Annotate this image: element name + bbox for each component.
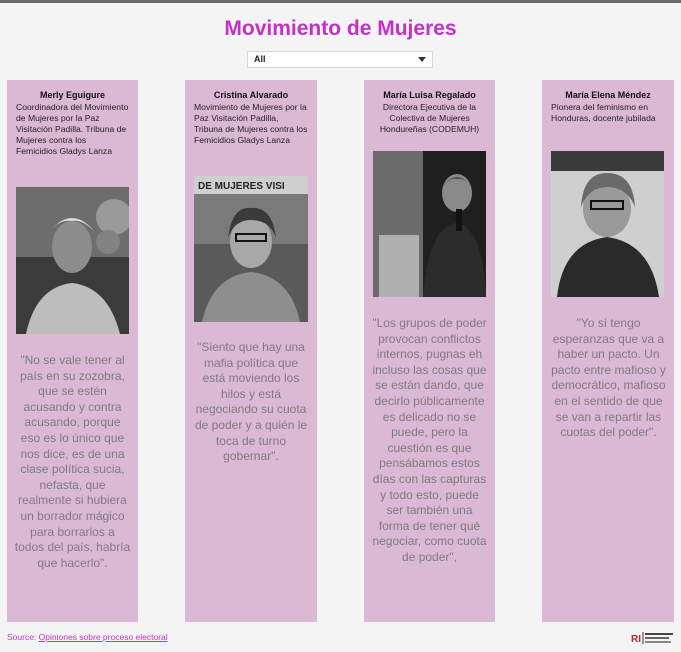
profile-quote: "No se vale tener al país en su zozobra, que se estén acusando y contra acusando, porque eso es lo único que nos dice, es de una clase política sucia, nefasta, que realmente si hubiera un borrador mágico para borrarlos a todos del país, habría que hacerlo". [14, 353, 131, 570]
portrait-photo [373, 151, 486, 297]
photo-banner-text: DE MUJERES VISI [198, 181, 285, 192]
portrait-photo [551, 151, 664, 297]
profile-quote: "Yo sí tengo esperanzas que va a haber un pacto. Un pacto entre mafioso y democrático, mafioso en el sentido de que se van a repartir las cuotas del poder". [551, 316, 666, 440]
profile-name: María Luisa Regalado [383, 90, 476, 100]
profile-role: Coordinadora del Movimiento de Mujeres por la Paz Visitación Padilla. Tribuna de Mujeres contra los Femicidios Gladys Lanza [16, 102, 129, 156]
profile-name: Merly Eguigure [39, 90, 105, 100]
profile-name: María Elena Méndez [565, 90, 651, 100]
portrait-photo [194, 176, 308, 322]
source-note [7, 632, 168, 642]
profile-role: Pionera del feminismo en Honduras, docente jubilada [551, 102, 656, 123]
profile-role: Movimiento de Mujeres por la Paz Visitación Padilla, Tribuna de Mujeres contra los Femicidios Gladys Lanza [194, 102, 308, 145]
source-link[interactable]: Opiniones sobre proceso electoral [38, 632, 168, 642]
profile-name: Cristina Alvarado [213, 90, 289, 100]
profile-quote: "Siento que hay una mafia política que está moviendo los hilos y está negociando su cuota de poder y a quién le toca de turno gobernar". [194, 340, 308, 464]
portrait-photo [16, 187, 129, 334]
logo-mark: RI [631, 634, 641, 645]
filter-selected-value: All [254, 54, 266, 64]
profile-role: Directora Ejecutiva de la Colectiva de Mujeres Hondureñas (CODEMUH) [379, 102, 480, 134]
page-title: Movimiento de Mujeres [224, 17, 457, 40]
profile-quote: "Los grupos de poder provocan conflictos internos, pugnas eh incluso las cosas que se están dando, que decirlo públicamente es delicado no se puede, pero la cuestión es que pensábamos estos días con las capturas y todo esto, puede ser también una forma de tener qué negociar, como cuota de poder", [372, 316, 487, 564]
source-label: Source: [7, 632, 37, 642]
ri-logo [631, 630, 675, 646]
chevron-down-icon[interactable] [418, 57, 426, 62]
filter-dropdown[interactable] [247, 51, 433, 68]
